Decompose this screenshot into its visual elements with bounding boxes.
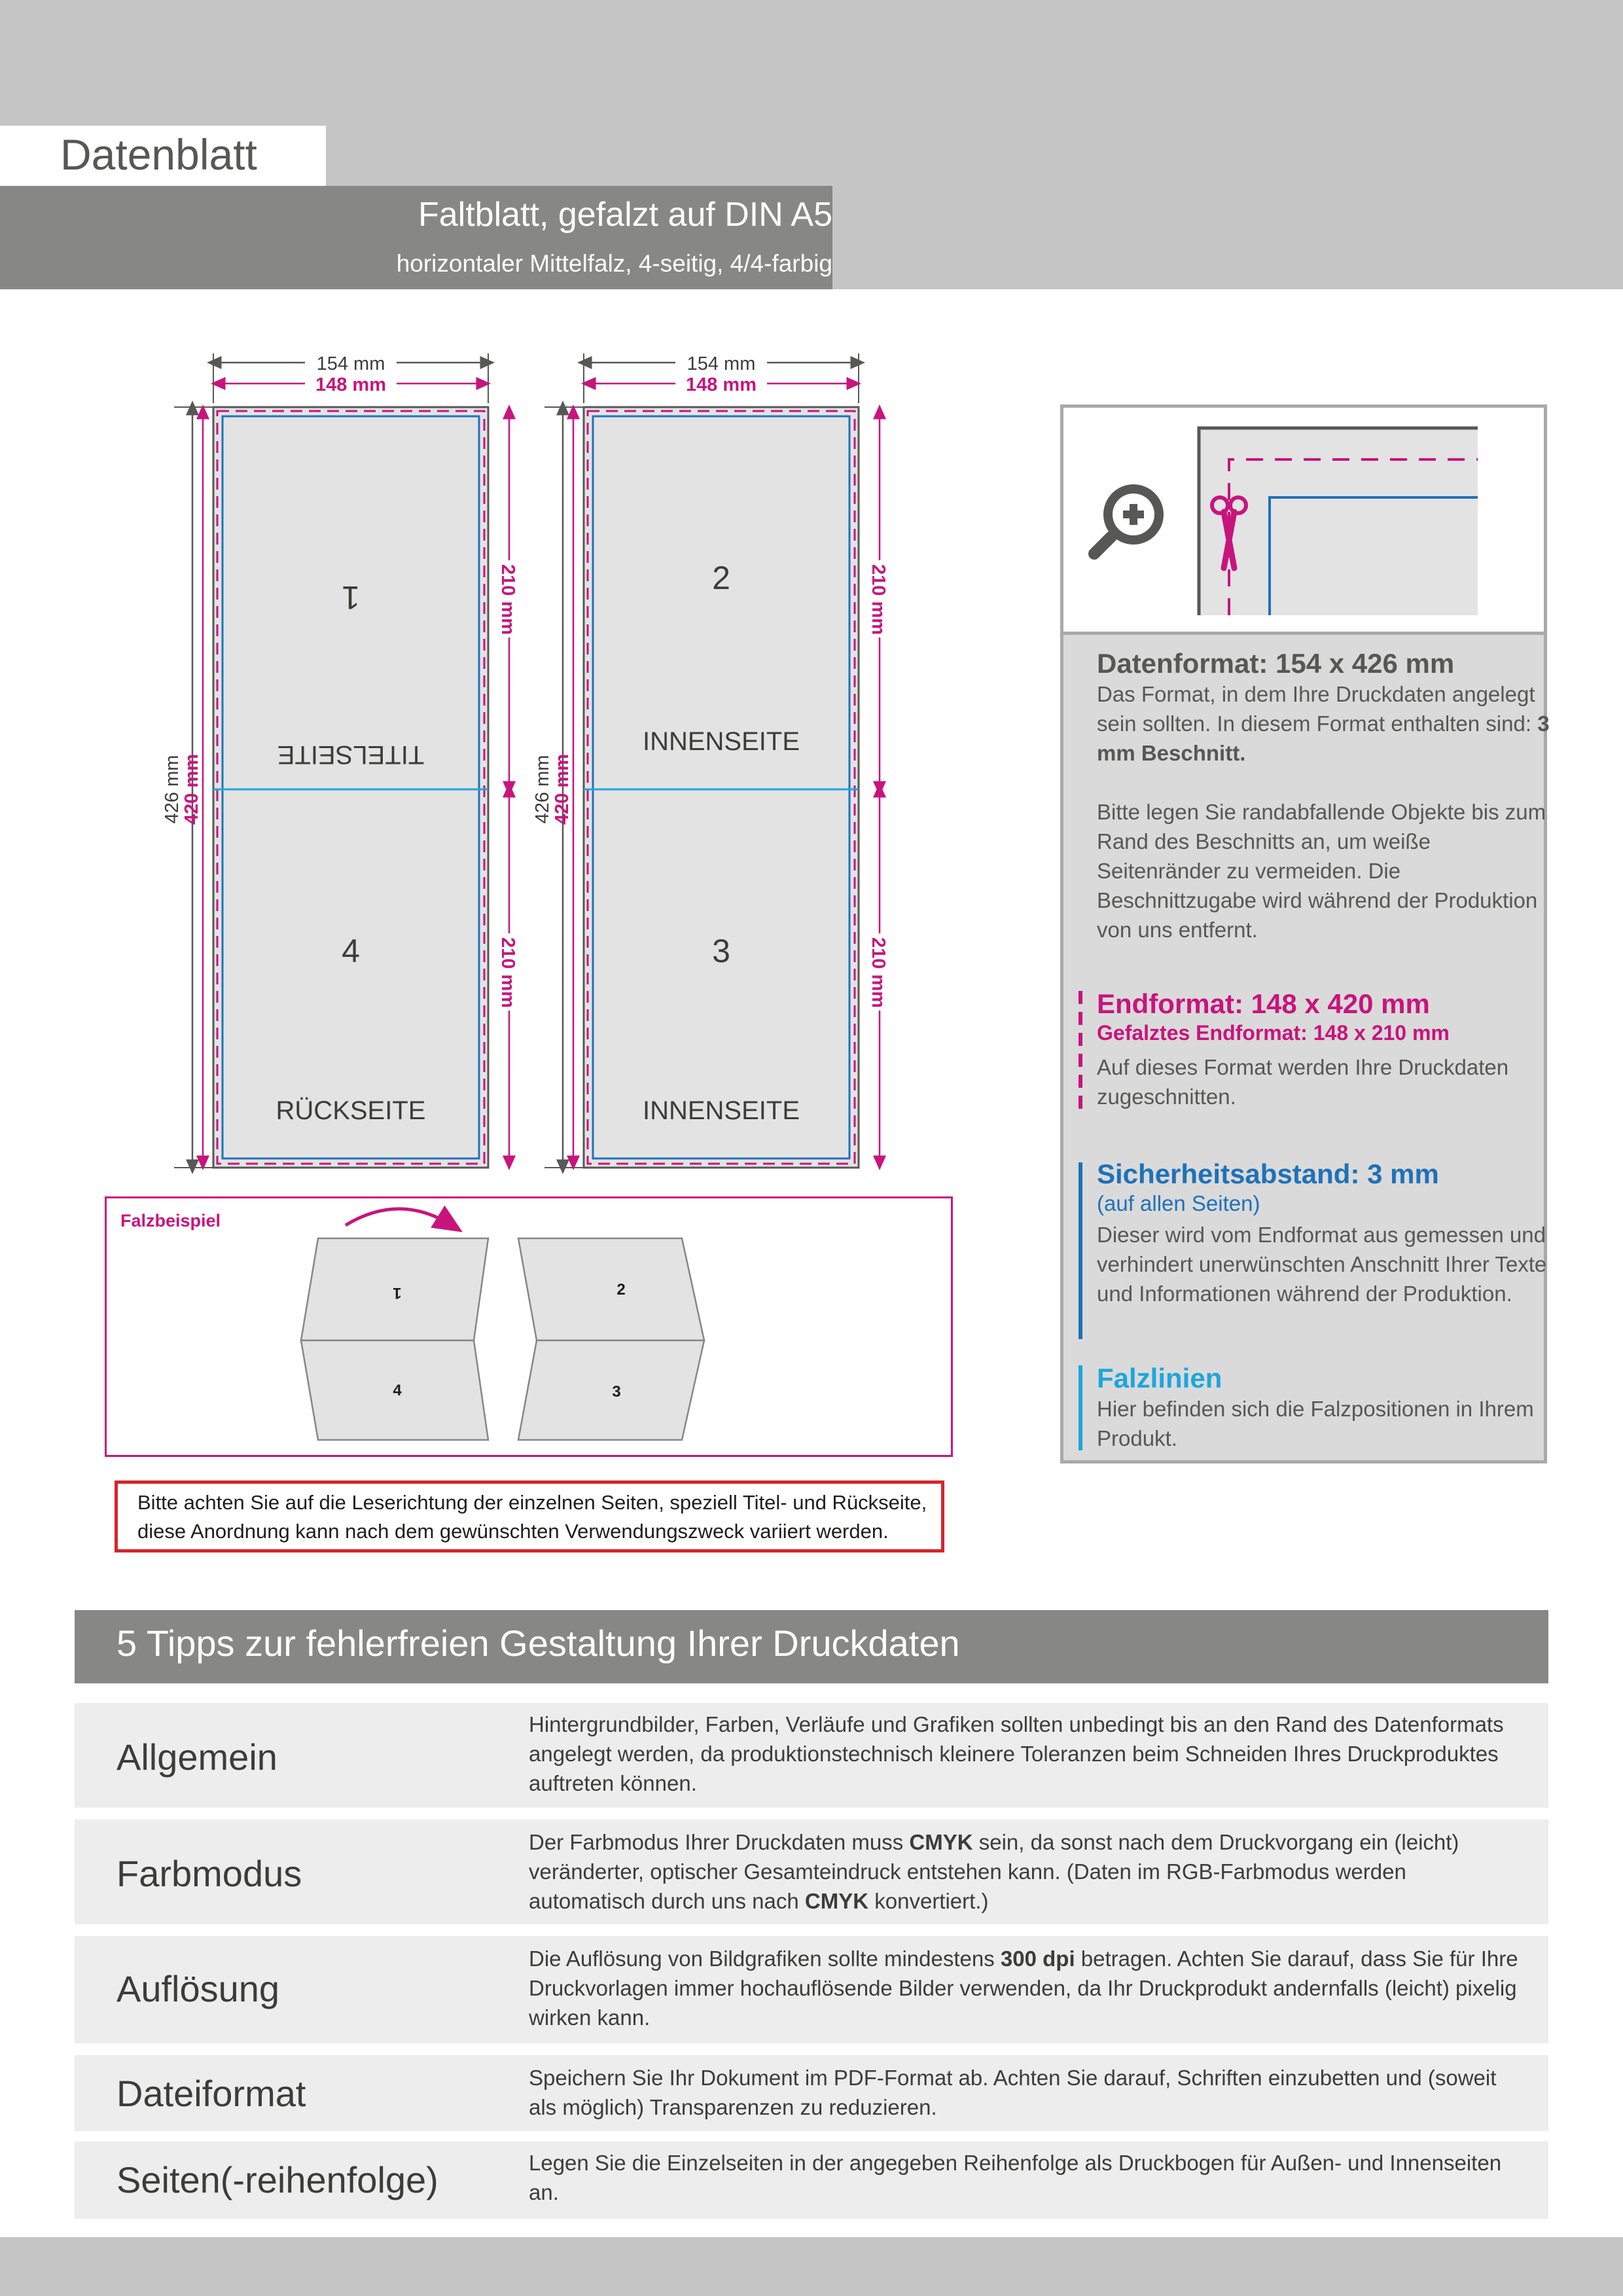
page-number: 2 bbox=[712, 560, 730, 596]
tip-text-bold: 300 dpi bbox=[1000, 1946, 1075, 1971]
tip-row bbox=[75, 2055, 1548, 2131]
tip-label: Auflösung bbox=[116, 1968, 280, 2009]
product-title: Faltblatt, gefalzt auf DIN A5 bbox=[418, 196, 832, 234]
tip-text-part: konvertiert.) bbox=[868, 1889, 989, 1913]
datenformat-desc: Das Format, in dem Ihre Druckdaten angelegt sein sollten. In diesem Format enthalten sind: bbox=[1097, 682, 1535, 736]
safety-marker bbox=[1079, 1162, 1082, 1339]
half-height-label: 210 mm bbox=[868, 564, 889, 636]
product-subline: horizontaler Mittelfalz, 4-seitig, 4/4-farbig bbox=[396, 250, 832, 277]
endformat-subtitle: Gefalztes Endformat: 148 x 210 mm bbox=[1097, 1021, 1450, 1045]
fold-arrow-icon bbox=[346, 1209, 452, 1225]
half-height-label: 210 mm bbox=[497, 937, 518, 1009]
tip-text-part: sein, da sonst nach dem Druckvorgang ein (leicht) veränderter, optischer Gesamteindruck entstehen kann. (Daten im RGB-Farbmodus werden automatisch durch uns nach bbox=[529, 1830, 1459, 1913]
sheet-outer bbox=[584, 407, 859, 1168]
tip-text-part: betragen. Achten Sie darauf, dass Sie für Ihre Druckvorlagen immer hochauflösende Bilder verwenden, da Ihr Druckprodukt andernfalls (leicht) pixelig wirken kann. bbox=[529, 1946, 1518, 2030]
datenformat-title: Datenformat: 154 x 426 mm bbox=[1097, 648, 1455, 679]
page-title: Datenblatt bbox=[60, 130, 257, 179]
endformat-title: Endformat: 148 x 420 mm bbox=[1097, 988, 1430, 1019]
tip-label: Allgemein bbox=[116, 1736, 277, 1778]
fold-panel-number: 1 bbox=[393, 1284, 402, 1302]
page-label: RÜCKSEITE bbox=[276, 1096, 426, 1125]
page-number: 4 bbox=[342, 933, 360, 969]
tip-text bbox=[529, 1827, 1524, 1916]
height-total-label: 426 mm bbox=[532, 755, 553, 824]
bottom-band bbox=[0, 2237, 1623, 2296]
fold-marker bbox=[1079, 1365, 1082, 1450]
datenformat-text bbox=[1097, 679, 1555, 768]
sheet-outer bbox=[213, 407, 488, 1168]
tip-label: Seiten(-reihenfolge) bbox=[116, 2159, 438, 2200]
tip-text: Legen Sie die Einzelseiten in der angegeben Reihenfolge als Druckbogen für Außen- und Innenseiten an. bbox=[529, 2151, 1502, 2204]
height-final-label: 420 mm bbox=[552, 753, 573, 825]
fold-panel-number: 4 bbox=[393, 1382, 402, 1399]
magnifier-icon bbox=[1094, 484, 1164, 554]
tip-text-bold: CMYK bbox=[804, 1889, 869, 1913]
tip-row bbox=[75, 1820, 1548, 1924]
fold-panel-number: 2 bbox=[616, 1281, 626, 1299]
datenformat-bleed: 3 mm Beschnitt. bbox=[1097, 711, 1550, 765]
tip-row bbox=[75, 2142, 1548, 2219]
tip-label: Dateiformat bbox=[116, 2073, 306, 2114]
page-label: TITELSEITE bbox=[277, 740, 425, 769]
layout-inner-pages bbox=[532, 352, 891, 1168]
tip-label: Farbmodus bbox=[116, 1853, 302, 1894]
page-number: 1 bbox=[342, 579, 360, 616]
endformat-text: Auf dieses Format werden Ihre Druckdaten zugeschnitten. bbox=[1097, 1055, 1509, 1109]
tip-text: Speichern Sie Ihr Dokument im PDF-Format ab. Achten Sie darauf, Schriften einzubetten und (soweit als möglich) Transparenzen zu reduzieren. bbox=[529, 2066, 1497, 2119]
page-number: 3 bbox=[712, 933, 730, 969]
layout-diagram bbox=[0, 340, 969, 1191]
fold-panel bbox=[518, 1238, 704, 1340]
tip-text-part: Die Auflösung von Bildgrafiken sollte mindestens bbox=[529, 1946, 1001, 1971]
sicherheit-subtitle: (auf allen Seiten) bbox=[1097, 1191, 1260, 1215]
tip-text bbox=[529, 1944, 1524, 2032]
page-label: INNENSEITE bbox=[642, 727, 800, 756]
half-height-label: 210 mm bbox=[497, 564, 518, 636]
page-label: INNENSEITE bbox=[642, 1096, 800, 1125]
fold-panel bbox=[518, 1340, 704, 1440]
datenformat-text2: Bitte legen Sie randabfallende Objekte bis zum Rand des Beschnitts an, um weiße Seitenränder zu vermeiden. Die Beschnittzugabe wird während der Produktion von uns entfernt. bbox=[1097, 800, 1546, 942]
layout-outer-pages bbox=[162, 352, 521, 1168]
tip-row bbox=[75, 1936, 1548, 2043]
width-final-label: 148 mm bbox=[315, 374, 387, 395]
endformat-marker bbox=[1079, 991, 1082, 1110]
height-final-label: 420 mm bbox=[181, 753, 202, 825]
note-text: Bitte achten Sie auf die Leserichtung der einzelnen Seiten, speziell Titel- und Rückseite, diese Anordnung kann nach dem gewünschten Verwendungszweck variiert werden. bbox=[137, 1491, 927, 1543]
tip-text-bold: CMYK bbox=[909, 1830, 973, 1854]
fold-example-label: Falzbeispiel bbox=[120, 1211, 221, 1230]
falzlinien-title: Falzlinien bbox=[1097, 1363, 1222, 1393]
width-final-label: 148 mm bbox=[685, 374, 757, 395]
width-total-label: 154 mm bbox=[687, 353, 756, 374]
width-total-label: 154 mm bbox=[316, 353, 385, 374]
fold-panel-number: 3 bbox=[612, 1383, 621, 1401]
divider bbox=[1063, 632, 1544, 635]
height-total-label: 426 mm bbox=[162, 755, 183, 824]
fold-example-illustration bbox=[288, 1198, 720, 1453]
zoom-illustration bbox=[1086, 419, 1479, 615]
sicherheit-text: Dieser wird vom Endformat aus gemessen und verhindert unerwünschten Anschnitt Ihrer Texte und Informationen während der Produktion. bbox=[1097, 1223, 1547, 1306]
tip-text-part: Der Farbmodus Ihrer Druckdaten muss bbox=[529, 1830, 910, 1854]
sicherheit-title: Sicherheitsabstand: 3 mm bbox=[1097, 1158, 1439, 1189]
falzlinien-text: Hier befinden sich die Falzpositionen in Ihrem Produkt. bbox=[1097, 1397, 1534, 1450]
tip-text: Hintergrundbilder, Farben, Verläufe und Grafiken sollten unbedingt bis an den Rand des Datenformats angelegt werden, da produktionstechnisch kleinere Toleranzen beim Schneiden Ihres Druckproduktes auftreten können. bbox=[529, 1712, 1504, 1795]
tip-row bbox=[75, 1703, 1548, 1808]
half-height-label: 210 mm bbox=[868, 937, 889, 1009]
tips-title: 5 Tipps zur fehlerfreien Gestaltung Ihrer Druckdaten bbox=[116, 1623, 960, 1664]
